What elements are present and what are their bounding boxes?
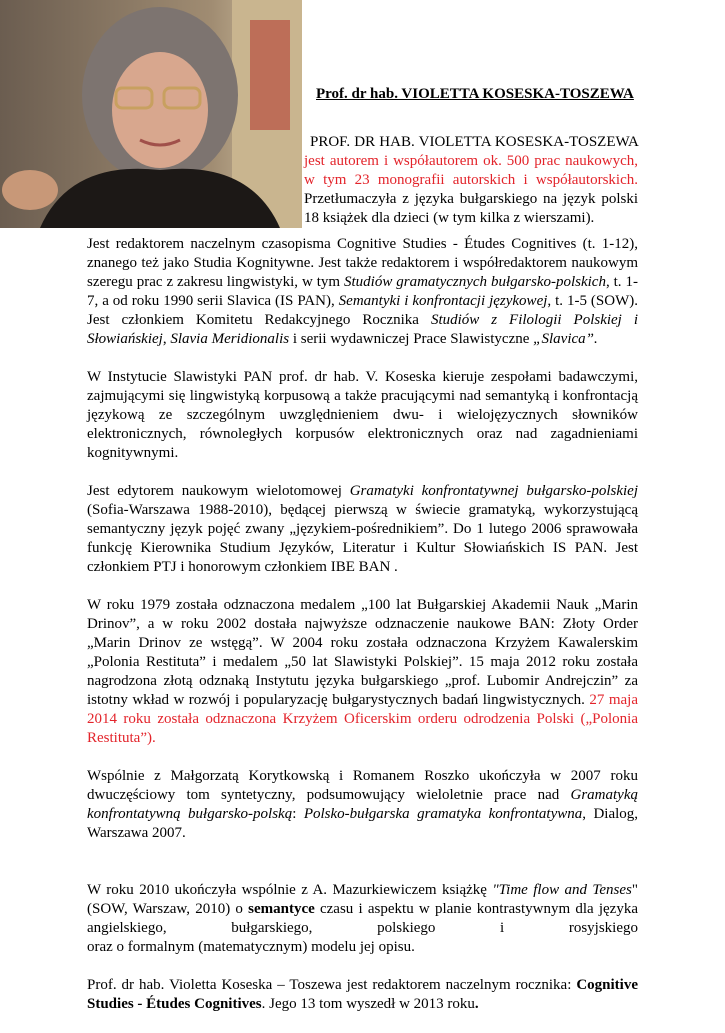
paragraph-editor: Jest redaktorem naczelnym czasopisma Cognitive Studies - Études Cognitives (t. 1-12), znanego też jako Studia Kognitywne. Jest także redaktorem i współredaktorem naukowym szeregu prac z zakresu lingwistyki, w tym Studiów gramatycznych bułgarsko-polskich, t. 1-7, a od roku 1990 serii Slavica (IS PAN), Semantyki i konfrontacji językowej, t. 1-5 (SOW). Jest członkiem Komitetu Redakcyjnego Rocznika Studiów z Filologii Polskiej i Słowiańskiej, Slavia Meridionalis i serii wydawniczej Prace Slawistyczne „Slavica”. [87, 236, 638, 347]
page-title: Prof. dr hab. VIOLETTA KOSESKA-TOSZEWA [316, 86, 634, 102]
paragraph-awards: W roku 1979 została odznaczona medalem „100 lat Bułgarskiej Akademii Nauk „Marin Drinov”, a w roku 2002 dostała najwyższe odznaczenie naukowe BAN: Złoty Order „Marin Drinov ze wstęgą”. W 2004 roku została odznaczona Krzyżem Kawalerskim „Polonia Restituta” i medalem „50 lat Slawistyki Polskiej”. 15 maja 2012 roku została nagrodzona złotą odznaką Instytutu języka bułgarskiego „prof. Lubomir Andrejczin” za istotny wkład w rozwój i popularyzację bułgarystycznych badań lingwistycznych. 27 maja 2014 roku została odznaczona Krzyżem Oficerskim orderu odrodzenia Polski („Polonia Restituta”). [87, 597, 638, 746]
paragraph-time-flow: W roku 2010 ukończyła wspólnie z A. Mazurkiewiczem książkę "Time flow and Tenses" (SOW, Warszaw, 2010) o semantyce czasu i aspektu w planie kontrastywnym dla języka angielskiego, bułgarskiego, polskiego i rosyjskiego oraz o formalnym (matematycznym) modelu jej opisu. [87, 882, 638, 955]
paragraph-institute: W Instytucie Slawistyki PAN prof. dr hab. V. Koseska kieruje zespołami badawczymi, zajmującymi się lingwistyką korpusową a także pracującymi nad semantyką i konfrontacją językową ze szczególnym uwzględnieniem dwu- i wielojęzycznych słowników elektronicznych, równoległych korpusów elektronicznych oraz nad zagadnieniami kognitywnymi. [87, 369, 638, 461]
paragraph-cognitive-studies: Prof. dr hab. Violetta Koseska – Toszewa jest redaktorem naczelnym rocznika: Cognitive Studies - Études Cognitives. Jego 13 tom wyszedł w 2013 roku. [87, 977, 638, 1012]
intro-rest: Przetłumaczyła z języka bułgarskiego na język polski 18 książek dla dzieci (w tym kilka z wierszami). [304, 191, 638, 226]
author-photo [0, 0, 302, 228]
award-2014-red: 27 maja 2014 roku została odznaczona Krzyżem Oficerskim orderu odrodzenia Polski („Polonia Restituta”). [87, 692, 638, 746]
paragraph-joint-work: Wspólnie z Małgorzatą Korytkowską i Romanem Roszko ukończyła w 2007 roku dwuczęściowy tom syntetyczny, podsumowujący wieloletnie prace nad Gramatyką konfrontatywną bułgarsko-polską: Polsko-bułgarska gramatyka konfrontatywna, Dialog, Warszawa 2007. [87, 768, 639, 841]
languages-row: angielskiego, bułgarskiego, polskiego i rosyjskiego [87, 920, 638, 936]
intro-name: PROF. DR HAB. VIOLETTA KOSESKA-TOSZEWA [310, 134, 638, 150]
biography-body [87, 235, 638, 1033]
paragraph-grammar: Jest edytorem naukowym wielotomowej Gramatyki konfrontatywnej bułgarsko-polskiej (Sofia-Warszawa 1988-2010), będącej pierwszą w świecie gramatyką, wykorzystującą semantyczny język pojęć zwany „językiem-pośrednikiem”. Do 1 lutego 2006 sprawowała funkcję Kierownika Studium Języków, Literatur i Kultur Słowiańskich IS PAN. Jest członkiem PTJ i honorowym członkiem IBE BAN . [87, 483, 638, 575]
intro-paragraph [304, 133, 638, 228]
intro-red-text: jest autorem i współautorem ok. 500 prac naukowych, w tym 23 monografii autorskich i współautorskich. [304, 153, 638, 188]
